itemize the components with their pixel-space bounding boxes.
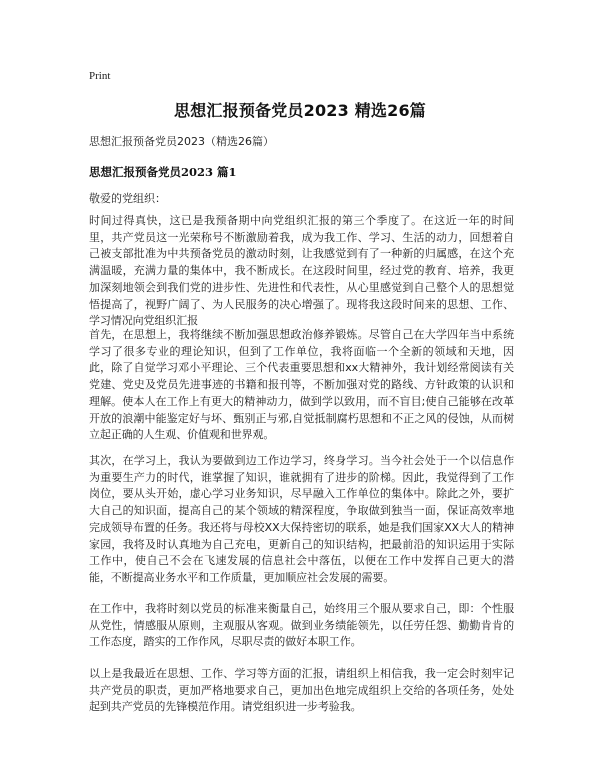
paragraph-1: 时间过得真快，这已是我预备期中向党组织汇报的第三个季度了。在这近一年的时间里，共产党员这一光荣称号不断激励着我，成为我工作、学习、生活的动力，回想着自己被支部批准为中共预备党员的激动时刻，让我感觉到有了一种新的归属感，在这个充满温暖，充满力量的集体中，我不断成长。在这段时间里，经过党的教育、培养，我更加深刻地领会到我们党的进步性、先进性和代表性，从心里感觉到自己整个人的思想觉悟提高了，视野广阔了、为人民服务的决心增强了。现将我这段时间来的思想、工作、学习情况向党组织汇报 [89, 214, 514, 328]
document-title: 思想汇报预备党员2023 精选26篇 [174, 101, 426, 120]
print-label: Print [89, 70, 111, 82]
document-subtitle: 思想汇报预备党员2023（精选26篇） [89, 135, 274, 148]
salutation: 敬爱的党组织： [89, 192, 166, 205]
paragraph-3: 其次，在学习上，我认为要做到边工作边学习，终身学习。当今社会处于一个以信息作为重要生产力的时代，谁掌握了知识，谁就拥有了进步的阶梯。因此，我觉得到了工作岗位，要从头开始，虚心学习业务知识，尽早融入工作单位的集体中。除此之外，要扩大自己的知识面，提高自己的某个领域的精深程度，争取做到独当一面，保证高效率地完成领导布置的任务。我还将与母校XX大保持密切的联系，她是我们国家XX大人的精神家园，我将及时认真地为自己充电，更新自己的知识结构，把最前沿的知识运用于实际工作中，使自己不会在飞速发展的信息社会中落伍，以便在工作中发挥自己更大的潜能，不断提高业务水平和工作质量，更加顺应社会发展的需要。 [89, 454, 514, 584]
paragraph-4: 在工作中，我将时刻以党员的标准来衡量自己，始终用三个服从要求自己，即：个性服从党性，情感服从原则，主观服从客观。做到业务绩能领先，以任劳任怨、勤勤肯肯的工作态度，踏实的工作作风，尽职尽责的做好本职工作。 [89, 602, 514, 649]
section-heading: 思想汇报预备党员2023 篇1 [89, 165, 237, 179]
paragraph-2: 首先，在思想上，我将继续不断加强思想政治修养锻炼。尽管自己在大学四年当中系统学习了很多专业的理论知识，但到了工作单位，我将面临一个全新的领域和天地，因此，除了自觉学习邓小平理论、三个代表重要思想和xx大精神外，我计划经常阅读有关党建、党史及党员先进事迹的书籍和报刊等，不断加强对党的路线、方针政策的认识和理解。使本人在工作上有更大的精神动力，做到学以致用，而不盲目;使自己能够在改革开放的浪潮中能鉴定好与坏、甄别正与邪,自觉抵制腐朽思想和不正之风的侵蚀，从而树立起正确的人生观、价值观和世界观。 [89, 328, 514, 442]
paragraph-5: 以上是我最近在思想、工作、学习等方面的汇报，请组织上相信我，我一定会时刻牢记共产党员的职责，更加严格地要求自己，更加出色地完成组织上交给的各项任务，处处起到共产党员的先锋模范作用。请党组织进一步考验我。 [89, 667, 514, 714]
